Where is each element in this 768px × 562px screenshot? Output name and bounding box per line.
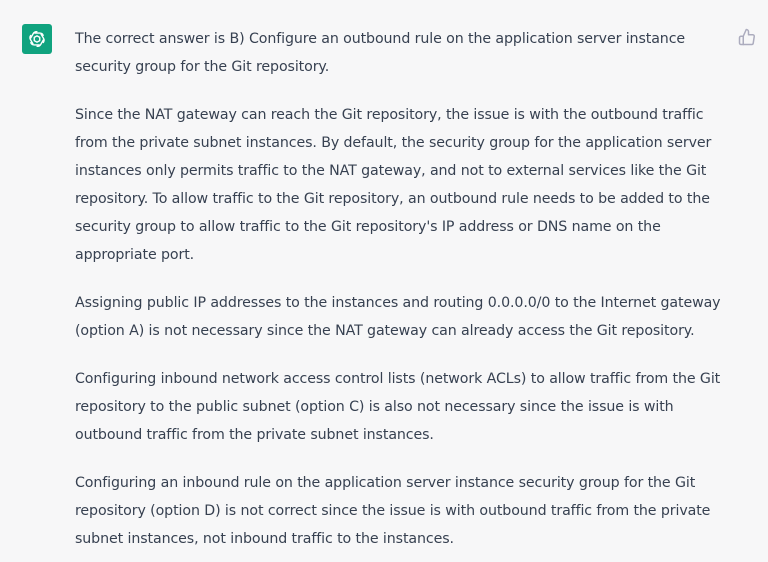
assistant-avatar [22,24,52,54]
message-paragraph: Configuring inbound network access control lists (network ACLs) to allow traffic from the Git repository to the public subnet (option C) is also not necessary since the issue is with outbound traffic from the private subnet instances. [75,371,721,443]
thumbs-up-button[interactable] [738,28,756,46]
message-paragraph: Configuring an inbound rule on the application server instance security group for the Git repository (option D) is not correct since the issue is with outbound traffic from the private subnet instances, not inbound traffic to the instances. [75,475,711,547]
thumbs-up-icon [738,28,756,46]
openai-logo-icon [26,28,48,50]
message-content [75,25,735,553]
message-paragraph: Assigning public IP addresses to the instances and routing 0.0.0.0/0 to the Internet gateway (option A) is not necessary since the NAT gateway can already access the Git repository. [75,295,721,339]
message-paragraph: Since the NAT gateway can reach the Git repository, the issue is with the outbound traffic from the private subnet instances. By default, the security group for the application server instances only permits traffic to the NAT gateway, and not to external services like the Git repository. To allow traffic to the Git repository, an outbound rule needs to be added to the security group to allow traffic to the Git repository's IP address or DNS name on the appropriate port. [75,107,712,263]
message-paragraph: The correct answer is B) Configure an outbound rule on the application server instance security group for the Git repository. [75,31,686,75]
